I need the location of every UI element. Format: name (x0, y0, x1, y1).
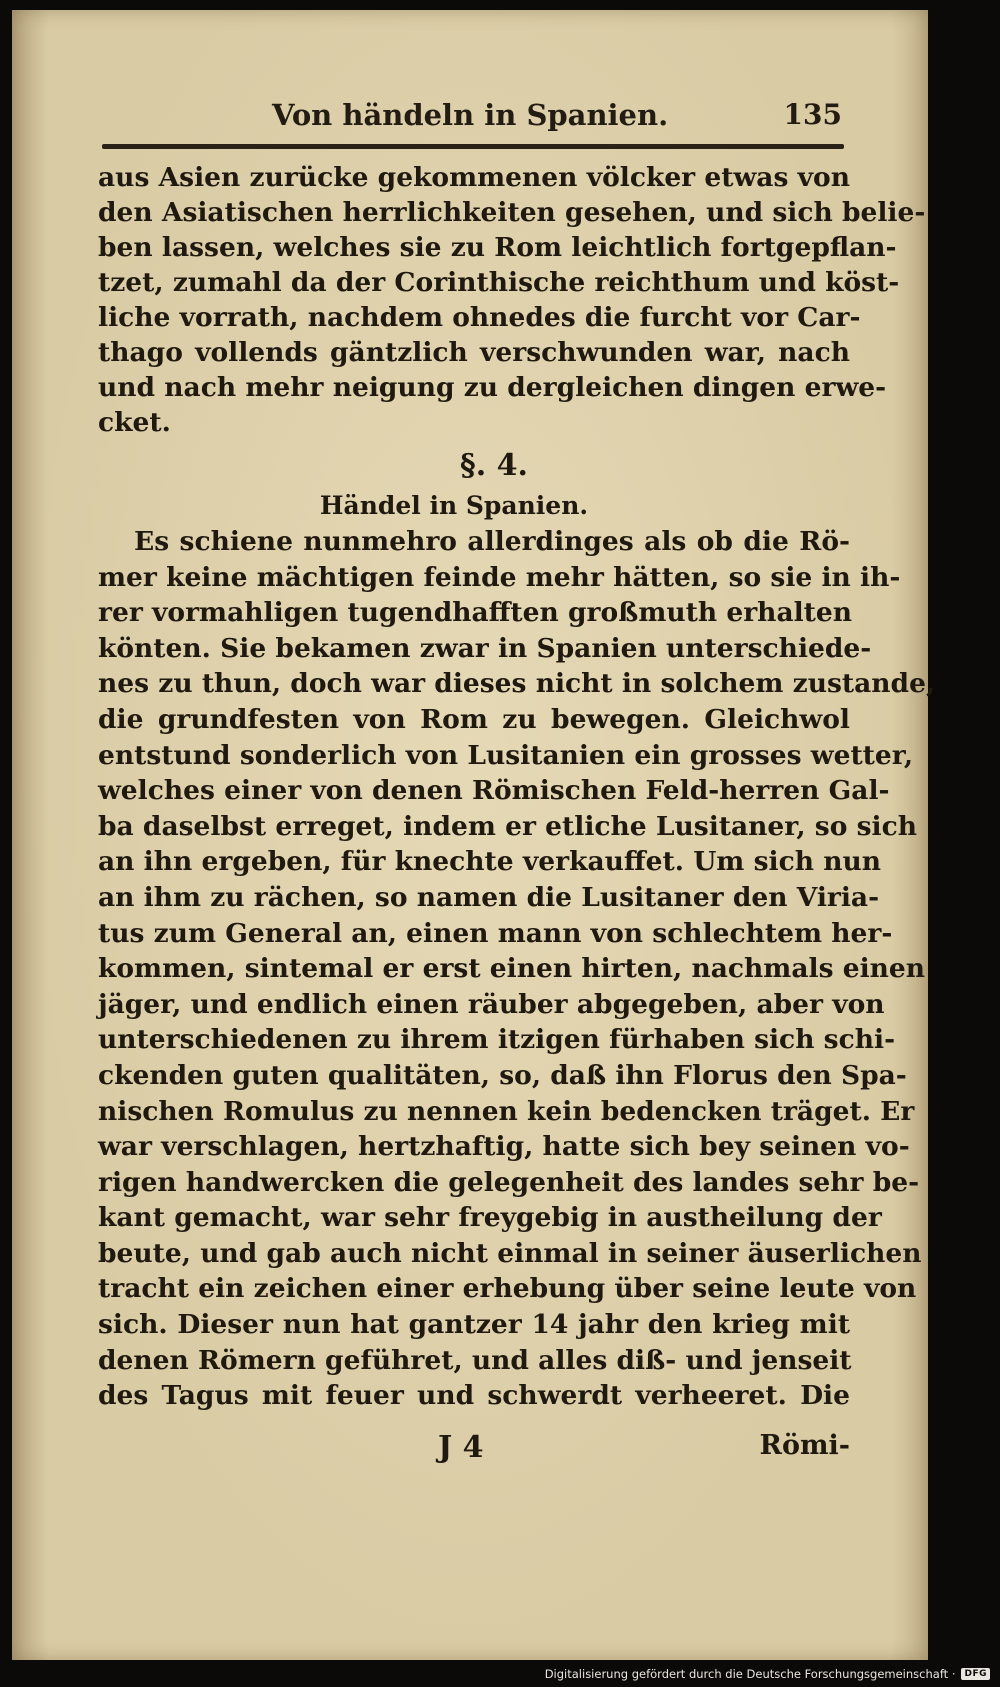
text-line: aus Asien zurücke gekommenen völcker etwas von (98, 162, 850, 193)
page-number: 135 (783, 98, 842, 131)
text-line: an ihm zu rächen, so namen die Lusitaner den Viria- (98, 881, 880, 913)
signature-mark: J 4 (438, 1430, 484, 1465)
text-line: denen Römern geführet, und alles diß- und jenseit (98, 1344, 852, 1376)
body-text (98, 160, 936, 1414)
text-line: tracht ein zeichen einer erhebung über seine leute von (98, 1273, 917, 1305)
header-rule (102, 144, 844, 149)
catchword: Römi- (759, 1430, 850, 1461)
running-head (102, 98, 842, 138)
running-title: Von händeln in Spanien. (272, 98, 669, 132)
text-line: entstund sonderlich von Lusitanien ein grosses wetter, (98, 739, 914, 771)
text-line: beute, und gab auch nicht einmal in seiner äuserlichen (98, 1237, 922, 1269)
digitization-credit (545, 1667, 990, 1681)
text-line: sich. Dieser nun hat gantzer 14 jahr den krieg mit (98, 1309, 850, 1341)
text-line: nischen Romulus zu nennen kein bedencken träget. Er (98, 1095, 915, 1127)
text-line: ben lassen, welches sie zu Rom leichtlich fortgepflan- (98, 232, 897, 263)
text-line: den Asiatischen herrlichkeiten gesehen, und sich belie- (98, 197, 926, 228)
text-line: kant gemacht, war sehr freygebig in austheilung der (98, 1202, 882, 1234)
text-line: jäger, und endlich einen räuber abgegeben, aber von (98, 988, 885, 1020)
text-line: des Tagus mit feuer und schwerdt verheeret. Die (98, 1380, 850, 1412)
text-line: ba daselbst erreget, indem er etliche Lusitaner, so sich (98, 810, 917, 842)
dfg-logo-icon: DFG (961, 1668, 990, 1680)
text-line: thago vollends gäntzlich verschwunden war, nach (98, 337, 850, 368)
section-heading: Händel in Spanien. (319, 491, 589, 520)
text-line: rer vormahligen tugendhafften großmuth erhalten (98, 597, 853, 629)
text-line: mer keine mächtigen feinde mehr hätten, so sie in ih- (98, 561, 901, 593)
text-line: könten. Sie bekamen zwar in Spanien unterschiede- (98, 632, 872, 664)
section-number: §. 4. (460, 448, 528, 483)
text-line: an ihn ergeben, für knechte verkauffet. Um sich nun (98, 846, 881, 878)
text-line: tzet, zumahl da der Corinthische reichthum und köst- (98, 267, 900, 298)
text-line: rigen handwercken die gelegenheit des landes sehr be- (98, 1166, 920, 1198)
paragraph-1 (98, 160, 926, 440)
page-footer (98, 1430, 850, 1470)
paragraph-2 (98, 524, 936, 1414)
credit-text: Digitalisierung gefördert durch die Deutsche Forschungsgemeinschaft · (544, 1667, 956, 1681)
text-line: cket. (98, 407, 171, 438)
text-line: war verschlagen, hertzhaftig, hatte sich bey seinen vo- (98, 1131, 910, 1163)
text-line: Es schiene nunmehro allerdinges als ob die Rö- (134, 526, 850, 557)
text-line: die grundfesten von Rom zu bewegen. Gleichwol (98, 703, 850, 735)
book-page (12, 10, 936, 1660)
text-line: und nach mehr neigung zu dergleichen dingen erwe- (98, 372, 887, 403)
text-line: kommen, sintemal er erst einen hirten, nachmals einen (98, 953, 926, 985)
text-line: ckenden guten qualitäten, so, daß ihn Florus den Spa- (98, 1059, 907, 1091)
text-line: liche vorrath, nachdem ohnedes die furcht vor Car- (98, 302, 861, 333)
text-line: tus zum General an, einen mann von schlechtem her- (98, 917, 893, 949)
text-line: nes zu thun, doch war dieses nicht in solchem zustande, (98, 668, 936, 700)
text-line: unterschiedenen zu ihrem itzigen fürhaben sich schi- (98, 1024, 896, 1056)
text-line: welches einer von denen Römischen Feld-herren Gal- (98, 775, 890, 807)
